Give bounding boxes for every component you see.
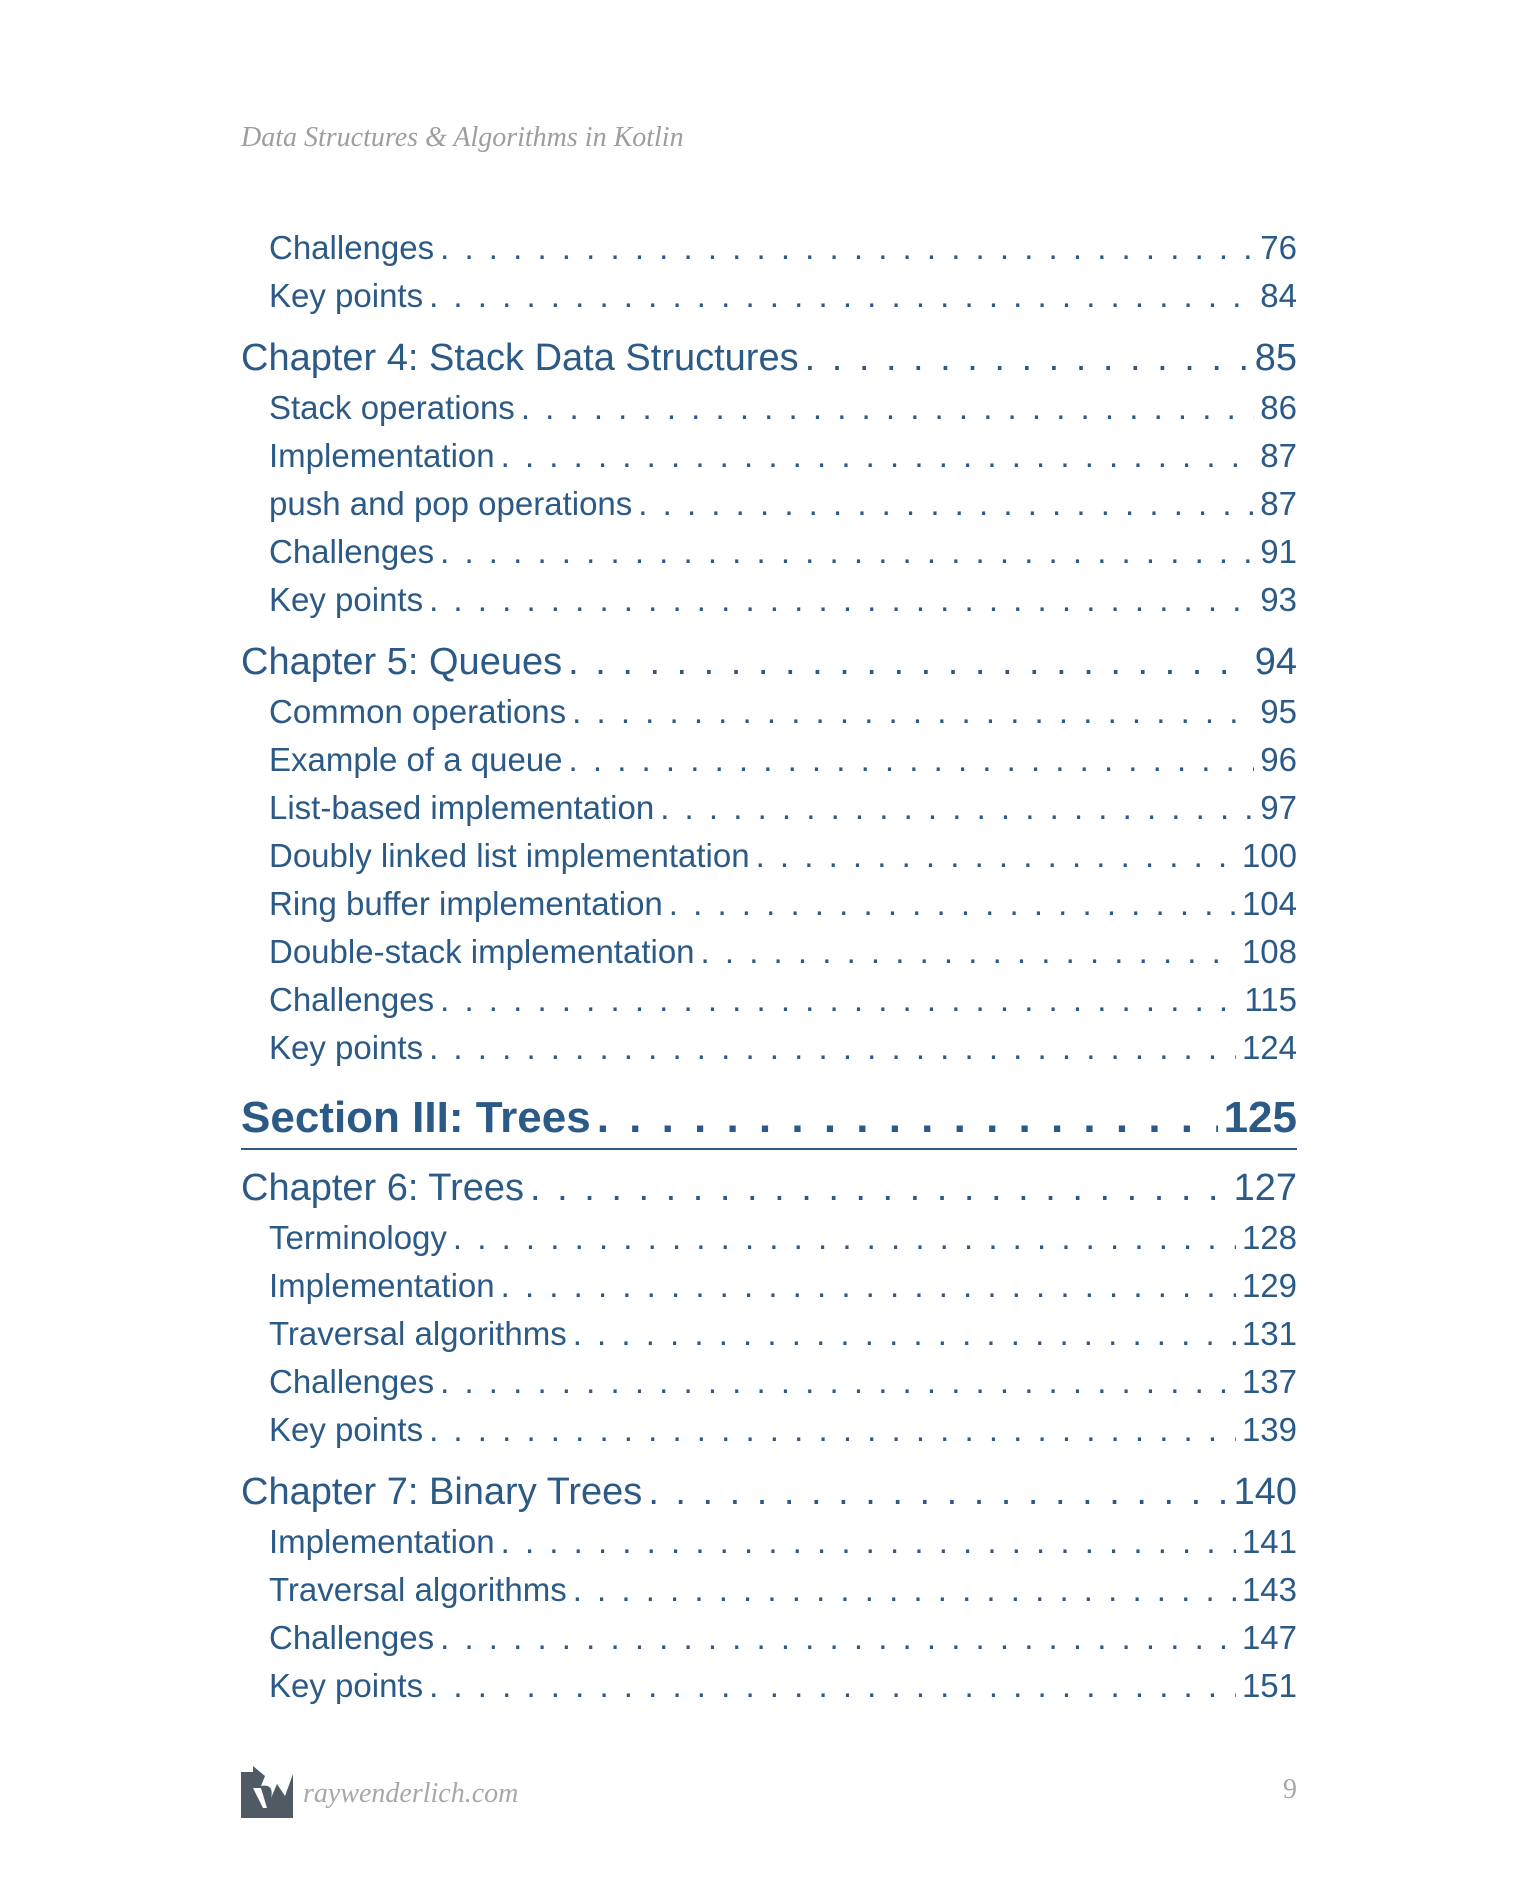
toc-entry-title: Challenges	[269, 1363, 435, 1400]
dot-leader	[501, 1518, 1236, 1566]
toc-entry-sub[interactable]	[241, 736, 1297, 784]
dot-leader	[501, 432, 1255, 480]
toc-entry-page: 91	[1260, 533, 1297, 570]
toc-entry-title: Implementation	[269, 1267, 495, 1304]
raywenderlich-logo-icon	[241, 1766, 293, 1818]
toc-entry-sub[interactable]	[241, 1518, 1297, 1566]
toc-entry-page: 84	[1260, 277, 1297, 314]
dot-leader	[440, 976, 1238, 1024]
toc-entry-page: 131	[1241, 1315, 1297, 1352]
dot-leader	[440, 1358, 1236, 1406]
dot-leader	[429, 272, 1254, 320]
dot-leader	[530, 1162, 1228, 1214]
toc-entry-page: 139	[1241, 1411, 1297, 1448]
toc-entry-page: 151	[1241, 1667, 1297, 1704]
toc-entry-sub[interactable]	[241, 1406, 1297, 1454]
toc-entry-title: Key points	[269, 1411, 424, 1448]
toc-entry-sub[interactable]	[241, 928, 1297, 976]
toc-entry-page: 104	[1241, 885, 1297, 922]
toc-entry-title: Key points	[269, 1029, 424, 1066]
toc-entry-sub[interactable]	[241, 432, 1297, 480]
toc-entry-sub[interactable]	[241, 1024, 1297, 1072]
toc-entry-page: 87	[1260, 437, 1297, 474]
toc-entry-title: Implementation	[269, 437, 495, 474]
toc-entry-page: 143	[1241, 1571, 1297, 1608]
toc-entry-title: Common operations	[269, 693, 567, 730]
toc-entry-page: 124	[1241, 1029, 1297, 1066]
toc-entry-sub[interactable]	[241, 272, 1297, 320]
toc-entry-title: Challenges	[269, 1619, 435, 1656]
toc-entry-sub[interactable]	[241, 384, 1297, 432]
dot-leader	[756, 832, 1236, 880]
toc-entry-page: 87	[1260, 485, 1297, 522]
footer-site-link[interactable]: raywenderlich.com	[303, 1778, 519, 1809]
toc-entry-sub[interactable]	[241, 688, 1297, 736]
dot-leader	[573, 1566, 1236, 1614]
dot-leader	[648, 1466, 1227, 1518]
toc-entry-title: Ring buffer implementation	[269, 885, 663, 922]
toc-entry-chapter[interactable]	[241, 1466, 1297, 1518]
toc-entry-sub[interactable]	[241, 880, 1297, 928]
toc-entry-title: Chapter 7: Binary Trees	[241, 1471, 643, 1513]
toc-entry-sub[interactable]	[241, 1662, 1297, 1710]
toc-entry-page: 128	[1241, 1219, 1297, 1256]
toc-entry-title: Key points	[269, 581, 424, 618]
dot-leader	[440, 224, 1254, 272]
dot-leader	[660, 784, 1254, 832]
toc-entry-title: Chapter 6: Trees	[241, 1167, 525, 1209]
page-footer	[241, 1764, 1297, 1818]
toc-entry-title: Chapter 5: Queues	[241, 641, 563, 683]
dot-leader	[638, 480, 1254, 528]
toc-entry-page: 85	[1254, 337, 1297, 379]
dot-leader	[805, 332, 1249, 384]
toc-entry-title: Challenges	[269, 533, 435, 570]
toc-entry-sub[interactable]	[241, 1566, 1297, 1614]
toc-entry-title: Traversal algorithms	[269, 1571, 567, 1608]
dot-leader	[429, 576, 1254, 624]
toc-entry-page: 127	[1233, 1167, 1297, 1209]
toc-entry-sub[interactable]	[241, 1358, 1297, 1406]
toc-entry-page: 95	[1260, 693, 1297, 730]
dot-leader	[573, 1310, 1236, 1358]
toc-entry-sub[interactable]	[241, 832, 1297, 880]
toc-entry-section[interactable]	[241, 1090, 1297, 1150]
toc-entry-title: Terminology	[269, 1219, 447, 1256]
dot-leader	[501, 1262, 1236, 1310]
dot-leader	[669, 880, 1236, 928]
toc-entry-sub[interactable]	[241, 480, 1297, 528]
toc-entry-page: 100	[1241, 837, 1297, 874]
toc-entry-page: 94	[1254, 641, 1297, 683]
toc-entry-title: Stack operations	[269, 389, 515, 426]
table-of-contents	[241, 224, 1297, 1710]
toc-entry-page: 125	[1223, 1093, 1297, 1142]
toc-entry-sub[interactable]	[241, 224, 1297, 272]
toc-entry-chapter[interactable]	[241, 1162, 1297, 1214]
toc-entry-page: 86	[1260, 389, 1297, 426]
dot-leader	[429, 1662, 1236, 1710]
running-header-title: Data Structures & Algorithms in Kotlin	[241, 122, 684, 153]
toc-entry-page: 96	[1260, 741, 1297, 778]
dot-leader	[572, 688, 1254, 736]
page-number: 9	[1283, 1774, 1297, 1805]
dot-leader	[597, 1090, 1218, 1146]
dot-leader	[521, 384, 1254, 432]
dot-leader	[568, 636, 1249, 688]
toc-entry-title: Doubly linked list implementation	[269, 837, 750, 874]
toc-entry-page: 137	[1241, 1363, 1297, 1400]
toc-entry-title: Double-stack implementation	[269, 933, 695, 970]
toc-entry-sub[interactable]	[241, 576, 1297, 624]
toc-entry-title: Example of a queue	[269, 741, 563, 778]
dot-leader	[701, 928, 1236, 976]
toc-entry-title: Traversal algorithms	[269, 1315, 567, 1352]
toc-entry-title: push and pop operations	[269, 485, 633, 522]
toc-entry-sub[interactable]	[241, 784, 1297, 832]
toc-entry-page: 141	[1241, 1523, 1297, 1560]
toc-entry-title: Key points	[269, 277, 424, 314]
dot-leader	[440, 1614, 1236, 1662]
toc-entry-sub[interactable]	[241, 1310, 1297, 1358]
toc-entry-page: 93	[1260, 581, 1297, 618]
dot-leader	[453, 1214, 1236, 1262]
toc-entry-title: Chapter 4: Stack Data Structures	[241, 337, 799, 379]
toc-entry-page: 129	[1241, 1267, 1297, 1304]
toc-entry-sub[interactable]	[241, 976, 1297, 1024]
toc-entry-page: 76	[1260, 229, 1297, 266]
toc-entry-chapter[interactable]	[241, 332, 1297, 384]
toc-entry-page: 147	[1241, 1619, 1297, 1656]
toc-entry-sub[interactable]	[241, 1614, 1297, 1662]
toc-entry-page: 97	[1260, 789, 1297, 826]
toc-entry-chapter[interactable]	[241, 636, 1297, 688]
dot-leader	[569, 736, 1255, 784]
dot-leader	[440, 528, 1254, 576]
toc-entry-title: Implementation	[269, 1523, 495, 1560]
toc-entry-sub[interactable]	[241, 528, 1297, 576]
toc-entry-page: 115	[1244, 981, 1297, 1018]
toc-entry-title: Section III: Trees	[241, 1093, 591, 1142]
toc-entry-page: 108	[1241, 933, 1297, 970]
toc-entry-page: 140	[1233, 1471, 1297, 1513]
toc-entry-sub[interactable]	[241, 1262, 1297, 1310]
toc-entry-title: Challenges	[269, 229, 435, 266]
dot-leader	[429, 1024, 1236, 1072]
toc-entry-title: Challenges	[269, 981, 435, 1018]
toc-entry-title: List-based implementation	[269, 789, 655, 826]
toc-entry-title: Key points	[269, 1667, 424, 1704]
toc-entry-sub[interactable]	[241, 1214, 1297, 1262]
dot-leader	[429, 1406, 1236, 1454]
